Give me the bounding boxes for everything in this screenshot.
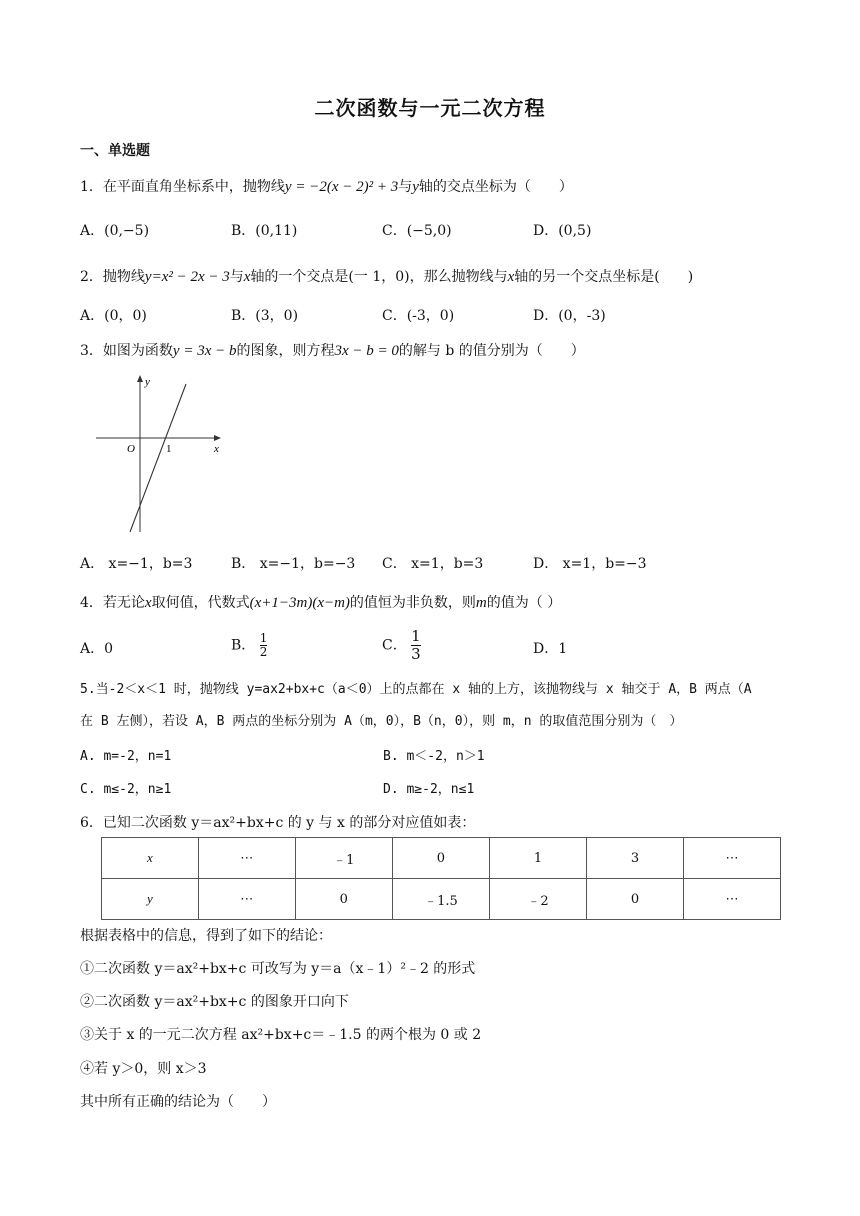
q4-option-b-label: B． [231, 637, 256, 654]
q5-option-b: B. m＜-2，n＞1 [383, 749, 485, 764]
page-title: 二次函数与一元二次方程 [314, 96, 546, 120]
q4-option-c [382, 628, 421, 663]
q4-option-c-label: C． [382, 637, 407, 654]
q6-conclusion-2: ②二次函数 y＝ax²+bx+c 的图象开口向下 [80, 994, 349, 1010]
q1-middle: 与 [398, 179, 413, 195]
q2-middle1: 与 [229, 269, 244, 285]
q6-conclusion-1: ①二次函数 y＝ax²+bx+c 可改写为 y＝a（x﹣1）²﹣2 的形式 [80, 961, 476, 977]
q6-conclusion-4: ④若 y＞0，则 x＞3 [80, 1061, 207, 1077]
table-cell: ﹣1.5 [392, 879, 489, 920]
y-axis-label: y [145, 376, 150, 388]
q2-expression: y=x² − 2x − 3 [144, 269, 230, 285]
q3-middle: 的图象，则方程 [236, 343, 335, 359]
q2-prefix: 2．抛物线 [80, 269, 145, 285]
table-cell: ⋯ [683, 879, 780, 920]
table-cell: ⋯ [198, 879, 295, 920]
q3-prefix: 3．如图为函数 [80, 343, 173, 359]
question-1 [80, 176, 573, 196]
origin-label: O [127, 443, 135, 455]
q5-option-c: C. m≤-2，n≥1 [80, 782, 172, 797]
table-row [102, 838, 781, 879]
q6-question: 其中所有正确的结论为（ ） [80, 1094, 276, 1110]
question-2 [80, 266, 693, 286]
q1-expression: y = −2(x − 2)² + 3 [284, 179, 399, 195]
q3-option-b: B． x=−1，b=−3 [231, 556, 356, 572]
fraction-denominator: 2 [259, 645, 268, 659]
table-cell: 0 [392, 838, 489, 879]
q5-option-d: D. m≥-2，n≤1 [383, 782, 475, 797]
q2-middle2: 轴的一个交点是(一 1，0)，那么抛物线与 [250, 269, 508, 285]
question-3 [80, 340, 585, 360]
q4-option-a: A．0 [80, 641, 114, 657]
q3-expression-1: y = 3x − b [172, 343, 237, 359]
table-cell: 1 [490, 838, 587, 879]
q4-suffix: 的值为（ ） [486, 595, 562, 611]
y-axis-arrow-icon [137, 375, 143, 382]
q4-middle1: 取何值，代数式 [151, 595, 250, 611]
q4-var: x [144, 595, 152, 611]
q4-option-c-fraction [411, 628, 421, 663]
q2-option-d: D．(0，-3) [533, 308, 606, 324]
q4-var2: m [475, 595, 487, 611]
q3-suffix: 的解与 b 的值分别为（ ） [398, 343, 585, 359]
q4-middle2: 的值恒为非负数，则 [349, 595, 476, 611]
q2-option-b: B．(3，0) [231, 308, 299, 324]
q4-expression: (x+1−3m)(x−m) [249, 595, 350, 611]
function-line [130, 384, 186, 532]
q1-prefix: 1．在平面直角坐标系中，抛物线 [80, 179, 285, 195]
q3-expression-2: 3x − b = 0 [334, 343, 399, 359]
q1-option-c: C．(−5,0) [382, 223, 452, 239]
q1-option-a: A．(0,−5) [80, 223, 150, 239]
q1-suffix: 轴的交点坐标为（ ） [418, 179, 573, 195]
table-cell: ﹣2 [490, 879, 587, 920]
table-cell: x [102, 838, 199, 879]
table-cell: ﹣1 [295, 838, 392, 879]
table-cell: 0 [295, 879, 392, 920]
fraction-numerator: 1 [411, 627, 421, 645]
table-cell: ⋯ [683, 838, 780, 879]
q2-suffix: 轴的另一个交点坐标是( ) [514, 269, 694, 285]
q2-var2: x [507, 269, 515, 285]
table-cell: 0 [587, 879, 684, 920]
table-cell: y [102, 879, 199, 920]
q1-option-d: D．(0,5) [533, 223, 592, 239]
table-cell: ⋯ [198, 838, 295, 879]
q1-option-b: B．(0,11) [231, 223, 298, 239]
q3-function-graph [90, 372, 230, 537]
fraction-numerator: 1 [259, 631, 268, 645]
q3-option-c: C． x=1，b=3 [382, 556, 484, 572]
q2-option-a: A．(0，0) [80, 308, 147, 324]
x-axis-arrow-icon [214, 435, 221, 441]
q6-lead: 根据表格中的信息，得到了如下的结论： [80, 928, 332, 944]
q2-var1: x [243, 269, 251, 285]
q6-stem: 6．已知二次函数 y＝ax²+bx+c 的 y 与 x 的部分对应值如表： [80, 815, 476, 831]
section-heading: 一、单选题 [80, 143, 150, 159]
q6-conclusion-3: ③关于 x 的一元二次方程 ax²+bx+c＝﹣1.5 的两个根为 0 或 2 [80, 1027, 482, 1043]
q5-stem-line-2: 在 B 左侧），若设 A，B 两点的坐标分别为 A（m，0），B（n，0），则 m，n 的取值范围分别为（ ） [80, 714, 683, 729]
q4-prefix: 4．若无论 [80, 595, 145, 611]
q4-option-b-fraction [260, 632, 268, 659]
q5-stem-line-1: 5.当-2＜x＜1 时，抛物线 y=ax2+bx+c（a＜0）上的点都在 x 轴的上方，该抛物线与 x 轴交于 A，B 两点（A [80, 682, 752, 697]
q3-option-d: D． x=1，b=−3 [533, 556, 647, 572]
table-row [102, 879, 781, 920]
table-cell: 3 [587, 838, 684, 879]
q1-var: y [412, 179, 419, 195]
fraction-denominator: 3 [411, 645, 421, 663]
x-axis-label: x [214, 443, 219, 455]
q4-option-b [231, 632, 267, 659]
q6-value-table [101, 837, 781, 920]
q3-option-a: A． x=−1，b=3 [80, 556, 193, 572]
tick-label-1: 1 [166, 443, 172, 455]
q4-option-d: D．1 [533, 641, 568, 657]
q2-option-c: C．(-3，0) [382, 308, 455, 324]
question-4 [80, 592, 561, 612]
q5-option-a: A. m=-2，n=1 [80, 749, 172, 764]
